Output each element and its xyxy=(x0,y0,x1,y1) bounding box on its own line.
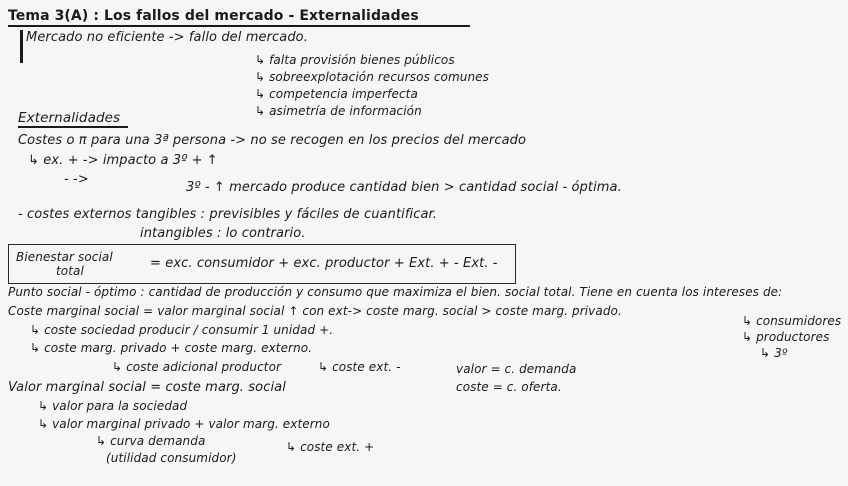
interest-item: ↳ productores xyxy=(742,330,830,344)
marginal-value-line: Valor marginal social = coste marg. social xyxy=(8,380,286,395)
section-heading: Externalidades xyxy=(18,110,121,126)
bullet-line: ↳ coste ext. + xyxy=(286,440,375,454)
positive-ext-line: ↳ ex. + -> impacto a 3º + ↑ xyxy=(28,153,218,168)
bullet-line: ↳ coste marg. privado + coste marg. externo. xyxy=(30,341,313,355)
cause-item: ↳ falta provisión bienes públicos xyxy=(255,53,455,67)
bullet-line: (utilidad consumidor) xyxy=(106,451,237,465)
cause-item: ↳ sobreexplotación recursos comunes xyxy=(255,70,490,84)
bullet-line: ↳ coste adicional productor xyxy=(112,360,282,374)
external-costs-line: - costes externos tangibles : previsibles y fáciles de cuantificar. xyxy=(18,207,438,222)
marginal-cost-line: Coste marginal social = valor marginal social ↑ con ext-> coste marg. social > coste marg. privado. xyxy=(8,304,622,318)
cause-item: ↳ competencia imperfecta xyxy=(255,87,418,101)
page-title: Tema 3(A) : Los fallos del mercado - Externalidades xyxy=(8,8,419,24)
interest-item: ↳ consumidores xyxy=(742,314,842,328)
negative-ext-line: 3º - ↑ mercado produce cantidad bien > cantidad social - óptima. xyxy=(186,180,622,195)
bullet-line: ↳ curva demanda xyxy=(96,434,206,448)
welfare-equation: = exc. consumidor + exc. productor + Ext. + - Ext. - xyxy=(150,256,498,271)
bullet-line: ↳ coste sociedad producir / consumir 1 unidad +. xyxy=(30,323,334,337)
bullet-line: ↳ valor marginal privado + valor marg. externo xyxy=(38,417,330,431)
interest-item: ↳ 3º xyxy=(760,346,788,360)
title-underline xyxy=(8,25,470,27)
margin-mark xyxy=(20,30,23,63)
cause-item: ↳ asimetría de información xyxy=(255,104,422,118)
intro-line: Mercado no eficiente -> fallo del mercado. xyxy=(26,30,308,45)
bullet-line: ↳ valor para la sociedad xyxy=(38,399,188,413)
definition-line: Costes o π para una 3ª persona -> no se recogen en los precios del mercado xyxy=(18,133,527,148)
value-demand: valor = c. demanda xyxy=(456,362,577,376)
heading-underline xyxy=(18,126,128,128)
box-label-2: total xyxy=(56,264,84,278)
intangible-costs-line: intangibles : lo contrario. xyxy=(140,226,306,241)
optimum-line: Punto social - óptimo : cantidad de producción y consumo que maximiza el bien. social total. Tiene en cuenta los intereses de: xyxy=(8,285,783,299)
box-label-1: Bienestar social xyxy=(16,250,113,264)
cost-supply: coste = c. oferta. xyxy=(456,380,562,394)
negative-ext-arrow: - -> xyxy=(64,172,89,187)
bullet-line: ↳ coste ext. - xyxy=(318,360,401,374)
